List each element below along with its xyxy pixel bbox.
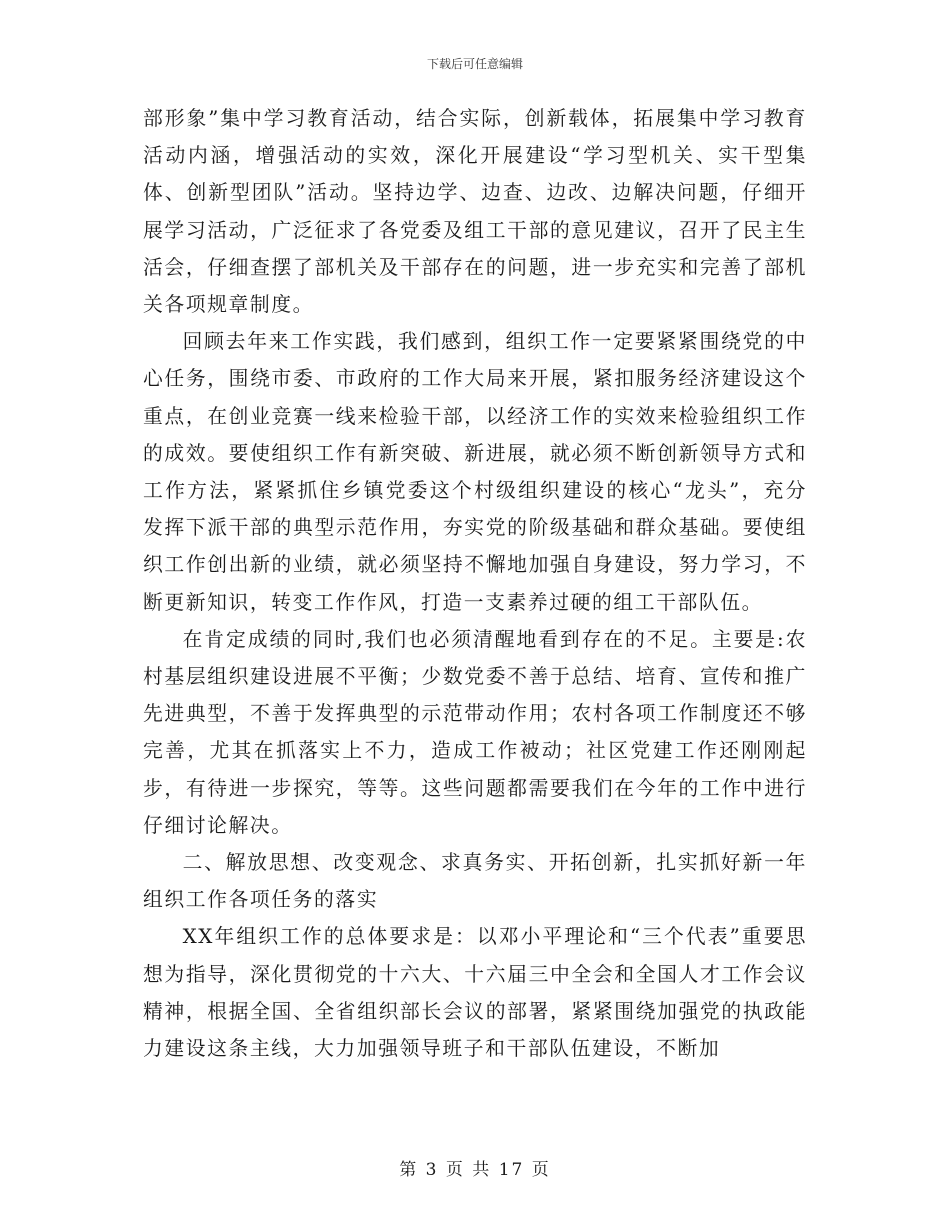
document-body [143,100,807,1067]
paragraph-3: 在肯定成绩的同时,我们也必须清醒地看到存在的不足。主要是:农村基层组织建设进展不平衡；少数党委不善于总结、培育、宣传和推广先进典型，不善于发挥典型的示范带动作用；农村各项工作制度还不够完善，尤其在抓落实上不力，造成工作被动；社区党建工作还刚刚起步，有待进一步探究，等等。这些问题都需要我们在今年的工作中进行仔细讨论解决。 [143,627,807,837]
paragraph-2: 回顾去年来工作实践，我们感到，组织工作一定要紧紧围绕党的中心任务，围绕市委、市政府的工作大局来开展，紧扣服务经济建设这个重点，在创业竞赛一线来检验干部，以经济工作的实效来检验组织工作的成效。要使组织工作有新突破、新进展，就必须不断创新领导方式和工作方法，紧紧抓住乡镇党委这个村级组织建设的核心“龙头”，充分发挥下派干部的典型示范作用，夯实党的阶级基础和群众基础。要使组织工作创出新的业绩，就必须坚持不懈地加强自身建设，努力学习，不断更新知识，转变工作作风，打造一支素养过硬的组工干部队伍。 [143,330,807,614]
page-number-footer: 第 3 页 共 17 页 [399,1160,551,1180]
paragraph-4: XX年组织工作的总体要求是：以邓小平理论和“三个代表”重要思想为指导，深化贯彻党的十六大、十六届三中全会和全国人才工作会议精神，根据全国、全省组织部长会议的部署，紧紧围绕加强党的执政能力建设这条主线，大力加强领导班子和干部队伍建设，不断加 [143,925,807,1061]
section-heading: 二、解放思想、改变观念、求真务实、开拓创新，扎实抓好新一年组织工作各项任务的落实 [143,851,807,912]
page-header-note: 下载后可任意编辑 [426,57,523,71]
paragraph-1: 部形象”集中学习教育活动，结合实际，创新载体，拓展集中学习教育活动内涵，增强活动的实效，深化开展建设“学习型机关、实干型集体、创新型团队”活动。坚持边学、边查、边改、边解决问题，仔细开展学习活动，广泛征求了各党委及组工干部的意见建议，召开了民主生活会，仔细查摆了部机关及干部存在的问题，进一步充实和完善了部机关各项规章制度。 [143,107,807,317]
